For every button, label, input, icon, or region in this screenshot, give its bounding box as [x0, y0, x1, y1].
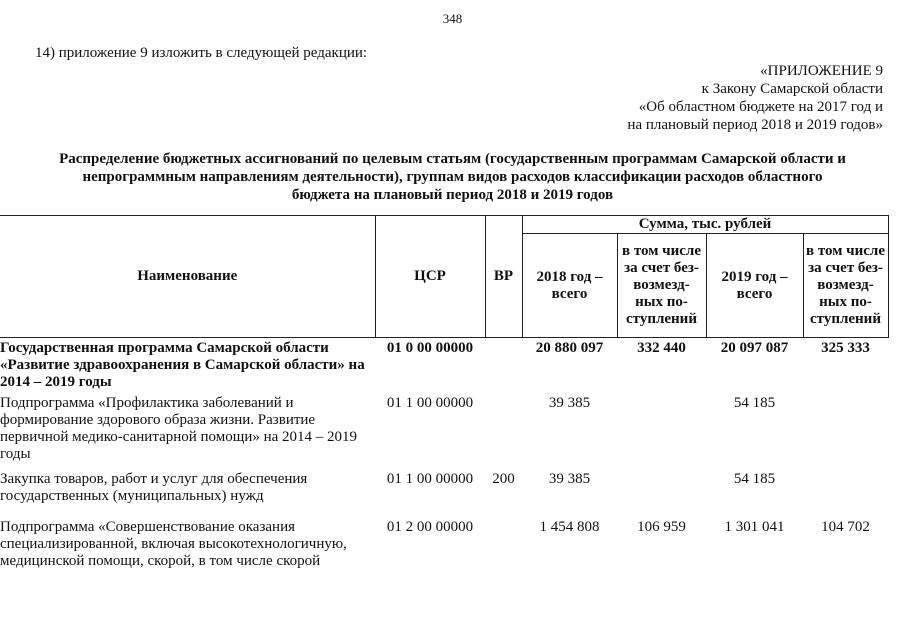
title-line-2: непрограммным направлениям деятельности), группам видов расходов классификации расходов областного — [82, 169, 823, 185]
row-name: Подпрограмма «Совершенствование оказания специализированной, включая высокотехнологичную, медицинской помощи, скорой, в том числе скорой — [0, 519, 347, 569]
row-2019-total: 20 097 087 — [720, 340, 789, 356]
header-2018-total: 2018 год – всего — [522, 234, 617, 338]
header-2019-total: 2019 год – всего — [706, 234, 803, 338]
row-2019-free: 104 702 — [821, 519, 870, 535]
row-name: Государственная программа Самарской области «Развитие здравоохранения в Самарской области» на 2014 – 2019 годы — [0, 340, 365, 390]
appendix-heading — [627, 62, 883, 134]
budget-table — [0, 215, 889, 572]
appendix-line-4: на плановый период 2018 и 2019 годов» — [627, 117, 883, 133]
row-name: Закупка товаров, работ и услуг для обеспечения государственных (муниципальных) нужд — [0, 471, 308, 504]
row-2019-free: 325 333 — [821, 340, 870, 356]
row-vr: 200 — [492, 471, 515, 487]
row-2018-free — [617, 469, 706, 517]
table-row — [0, 338, 888, 394]
row-2019-total: 54 185 — [733, 395, 776, 411]
table-row — [0, 469, 888, 517]
appendix-line-2: к Закону Самарской области — [701, 81, 883, 97]
appendix-line-1: «ПРИЛОЖЕНИЕ 9 — [760, 63, 883, 79]
row-2018-total: 1 454 808 — [539, 519, 600, 535]
header-vr: ВР — [485, 216, 522, 338]
row-2018-free: 332 440 — [637, 340, 686, 356]
row-vr — [485, 338, 522, 394]
row-2019-free — [803, 393, 888, 469]
title-line-3: бюджета на плановый период 2018 и 2019 годов — [291, 187, 614, 203]
page-number: 348 — [442, 11, 463, 26]
document-title — [25, 150, 880, 204]
row-2019-total: 1 301 041 — [724, 519, 785, 535]
header-sum-group: Сумма, тыс. рублей — [522, 216, 888, 234]
row-2018-free — [617, 393, 706, 469]
row-name: Подпрограмма «Профилактика заболеваний и формирование здорового образа жизни. Развитие первичной медико-санитарной помощи» на 2014 – 2019 годы — [0, 395, 358, 462]
row-2018-total: 39 385 — [548, 395, 591, 411]
header-name: Наименование — [0, 216, 375, 338]
amendment-instruction: 14) приложение 9 изложить в следующей редакции: — [35, 45, 368, 61]
row-vr — [485, 393, 522, 469]
header-2019-free: в том числе за счет без-возмезд-ных по-ступлений — [803, 234, 888, 338]
table-row — [0, 393, 888, 469]
row-2018-total: 20 880 097 — [535, 340, 604, 356]
row-2019-total: 54 185 — [733, 471, 776, 487]
header-2018-free: в том числе за счет без-возмезд-ных по-ступлений — [617, 234, 706, 338]
row-csr: 01 1 00 00000 — [386, 395, 474, 411]
table-body — [0, 338, 888, 573]
row-csr: 01 2 00 00000 — [386, 519, 474, 535]
title-line-1: Распределение бюджетных ассигнований по целевым статьям (государственным программам Самарской области и — [59, 151, 846, 167]
row-csr: 01 1 00 00000 — [386, 471, 474, 487]
appendix-line-3: «Об областном бюджете на 2017 год и — [638, 99, 883, 115]
row-2018-free: 106 959 — [637, 519, 686, 535]
table-header — [0, 216, 888, 338]
row-2019-free — [803, 469, 888, 517]
header-csr: ЦСР — [375, 216, 485, 338]
row-csr: 01 0 00 00000 — [386, 340, 474, 356]
row-vr — [485, 517, 522, 572]
row-2018-total: 39 385 — [548, 471, 591, 487]
table-row — [0, 517, 888, 572]
